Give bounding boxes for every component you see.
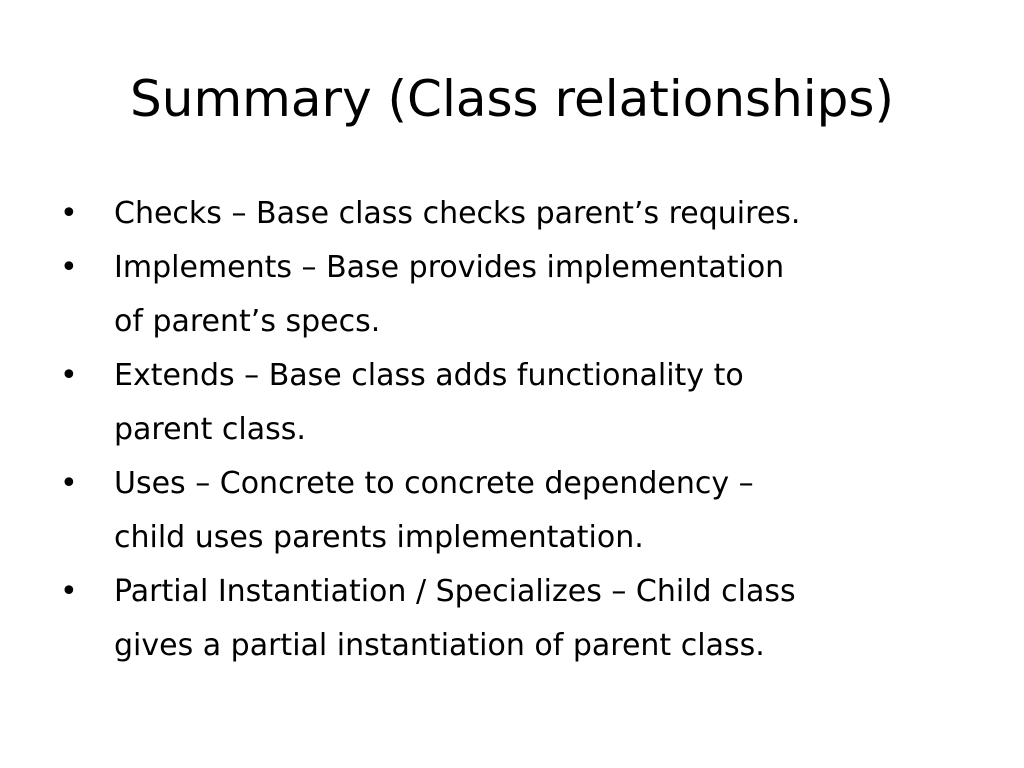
bullet-text-continuation: gives a partial instantiation of parent class. (114, 628, 765, 663)
slide-title: Summary (Class relationships) (130, 70, 894, 128)
bullet-list (60, 187, 960, 673)
bullet-item-uses (60, 457, 960, 565)
bullet-icon: • (60, 574, 78, 609)
bullet-item-checks (60, 187, 960, 241)
bullet-text-continuation: parent class. (114, 412, 306, 447)
bullet-icon: • (60, 196, 78, 231)
bullet-item-partial-instantiation (60, 565, 960, 673)
bullet-text-continuation: child uses parents implementation. (114, 520, 644, 555)
bullet-text-line: Uses – Concrete to concrete dependency – (114, 466, 754, 501)
bullet-icon: • (60, 466, 78, 501)
bullet-icon: • (60, 250, 78, 285)
bullet-text-continuation: of parent’s specs. (114, 304, 381, 339)
bullet-text-line: Implements – Base provides implementation (114, 250, 785, 285)
bullet-text-line: Checks – Base class checks parent’s requires. (114, 196, 801, 231)
bullet-item-extends (60, 349, 960, 457)
bullet-icon: • (60, 358, 78, 393)
bullet-text-line: Extends – Base class adds functionality to (114, 358, 744, 393)
bullet-text-line: Partial Instantiation / Specializes – Child class (114, 574, 796, 609)
bullet-item-implements (60, 241, 960, 349)
